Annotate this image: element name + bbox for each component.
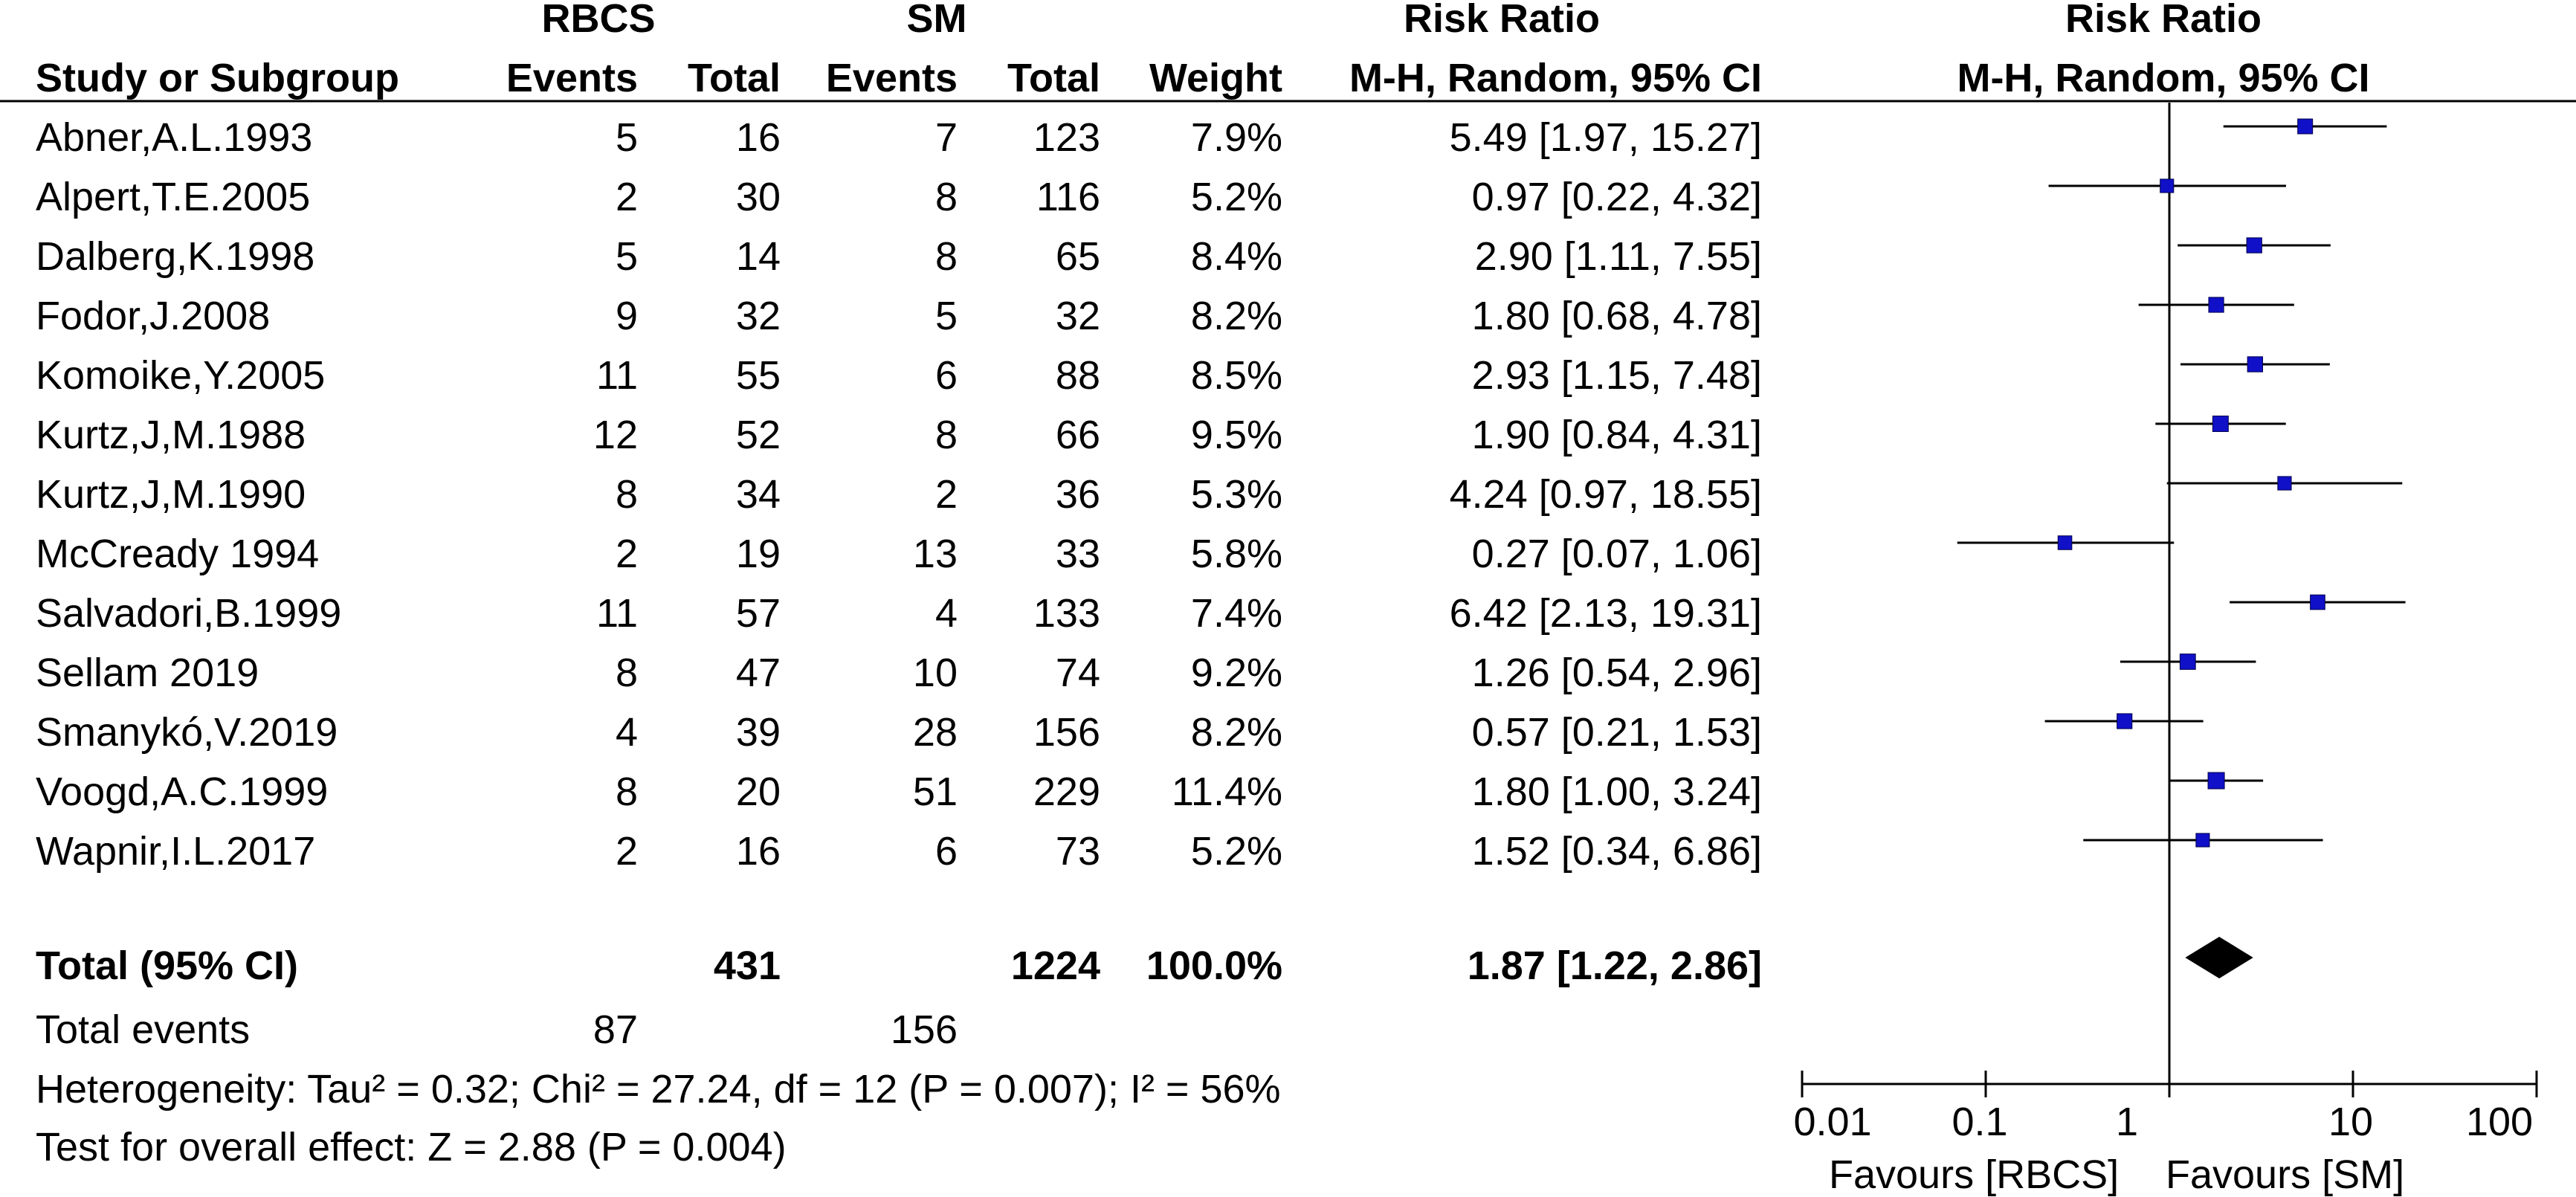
total1-column-header: Total (688, 56, 781, 100)
risk-ratio-plot-header: Risk Ratio (2065, 0, 2262, 41)
pooled-estimate-diamond (2185, 937, 2253, 978)
ci-value: 0.27 [0.07, 1.06] (1471, 532, 1762, 576)
weight-column-header: Weight (1149, 56, 1282, 100)
weight-value: 5.8% (1190, 532, 1282, 576)
total2-value: 116 (1036, 175, 1100, 219)
study-name: Fodor,J.2008 (36, 294, 271, 338)
total1-value: 34 (735, 472, 781, 517)
weight-value: 8.2% (1190, 710, 1282, 755)
total2-value: 66 (1055, 413, 1100, 457)
study-name: Komoike,Y.2005 (36, 353, 326, 398)
total2-value: 229 (1033, 770, 1100, 814)
axis-tick-label: 0.1 (1952, 1100, 2008, 1144)
total2-value: 65 (1055, 234, 1100, 279)
study-name: McCready 1994 (36, 532, 320, 576)
events2-value: 8 (934, 234, 958, 279)
study-column-header: Study or Subgroup (36, 56, 399, 100)
study-name: Alpert,T.E.2005 (36, 175, 311, 219)
total1-value: 39 (735, 710, 781, 755)
point-estimate-marker (2212, 416, 2228, 432)
axis-tick-label: 0.01 (1793, 1100, 1872, 1144)
study-name: Smanykó,V.2019 (36, 710, 338, 755)
group1-header: RBCS (541, 0, 656, 41)
total1-value: 47 (735, 651, 781, 695)
study-name: Sellam 2019 (36, 651, 259, 695)
plot-method-header: M-H, Random, 95% CI (1957, 56, 2370, 100)
total-events1: 87 (593, 1007, 638, 1052)
point-estimate-marker (2058, 536, 2072, 550)
risk-ratio-table-header: Risk Ratio (1403, 0, 1601, 41)
events2-value: 4 (934, 591, 958, 636)
events2-value: 10 (912, 651, 958, 695)
events2-value: 8 (934, 175, 958, 219)
total1-value: 57 (735, 591, 781, 636)
ci-value: 1.80 [1.00, 3.24] (1471, 770, 1762, 814)
total2-value: 123 (1033, 115, 1100, 160)
events1-value: 2 (615, 829, 638, 874)
total2-value: 36 (1055, 472, 1100, 517)
point-estimate-marker (2298, 119, 2313, 134)
favours-right-label: Favours [SM] (2166, 1152, 2405, 1197)
total2-column-header: Total (1007, 56, 1100, 100)
study-name: Salvadori,B.1999 (36, 591, 342, 636)
events1-value: 9 (615, 294, 638, 338)
total2-value: 32 (1055, 294, 1100, 338)
total1-sum: 431 (713, 943, 781, 988)
weight-value: 8.5% (1190, 353, 1282, 398)
total-weight: 100.0% (1146, 943, 1282, 988)
ci-value: 4.24 [0.97, 18.55] (1449, 472, 1762, 517)
events1-value: 5 (615, 115, 638, 160)
ci-value: 1.26 [0.54, 2.96] (1471, 651, 1762, 695)
total1-value: 32 (735, 294, 781, 338)
axis-tick-label: 1 (2115, 1100, 2139, 1144)
total2-value: 133 (1033, 591, 1100, 636)
total-events-label: Total events (36, 1007, 251, 1052)
total1-value: 20 (735, 770, 781, 814)
total1-value: 16 (735, 115, 781, 160)
events1-value: 8 (615, 651, 638, 695)
events1-value: 11 (595, 591, 638, 636)
total1-value: 30 (735, 175, 781, 219)
ci-value: 1.90 [0.84, 4.31] (1471, 413, 1762, 457)
ci-value: 0.57 [0.21, 1.53] (1471, 710, 1762, 755)
total2-sum: 1224 (1010, 943, 1100, 988)
heterogeneity-stats: Heterogeneity: Tau² = 0.32; Chi² = 27.24, df = 12 (P = 0.007); I² = 56% (36, 1067, 1281, 1112)
events1-value: 2 (615, 532, 638, 576)
ci-column-header: M-H, Random, 95% CI (1349, 56, 1762, 100)
total1-value: 14 (735, 234, 781, 279)
point-estimate-marker (2278, 477, 2291, 490)
weight-value: 7.4% (1190, 591, 1282, 636)
weight-value: 9.5% (1190, 413, 1282, 457)
group2-header: SM (906, 0, 967, 41)
events2-value: 5 (934, 294, 958, 338)
weight-value: 8.4% (1190, 234, 1282, 279)
point-estimate-marker (2247, 357, 2262, 372)
study-name: Abner,A.L.1993 (36, 115, 313, 160)
events1-column-header: Events (506, 56, 638, 100)
total2-value: 88 (1055, 353, 1100, 398)
weight-value: 5.2% (1190, 829, 1282, 874)
events2-value: 13 (912, 532, 958, 576)
weight-value: 11.4% (1171, 770, 1282, 814)
events2-value: 51 (912, 770, 958, 814)
events1-value: 4 (615, 710, 638, 755)
events1-value: 8 (615, 770, 638, 814)
weight-value: 8.2% (1190, 294, 1282, 338)
events1-value: 12 (593, 413, 638, 457)
ci-value: 6.42 [2.13, 19.31] (1449, 591, 1762, 636)
weight-value: 5.3% (1190, 472, 1282, 517)
study-name: Wapnir,I.L.2017 (36, 829, 316, 874)
total-ci: 1.87 [1.22, 2.86] (1467, 943, 1762, 988)
axis-tick-label: 10 (2328, 1100, 2374, 1144)
favours-left-label: Favours [RBCS] (1829, 1152, 2120, 1197)
total2-value: 33 (1055, 532, 1100, 576)
total1-value: 16 (735, 829, 781, 874)
weight-value: 7.9% (1190, 115, 1282, 160)
ci-value: 0.97 [0.22, 4.32] (1471, 175, 1762, 219)
ci-value: 2.93 [1.15, 7.48] (1471, 353, 1762, 398)
axis-tick-label: 100 (2465, 1100, 2534, 1144)
point-estimate-marker (2247, 238, 2262, 253)
point-estimate-marker (2117, 714, 2132, 729)
total2-value: 73 (1055, 829, 1100, 874)
study-name: Kurtz,J,M.1990 (36, 472, 306, 517)
events2-value: 2 (934, 472, 958, 517)
events2-value: 6 (934, 353, 958, 398)
point-estimate-marker (2209, 297, 2224, 312)
point-estimate-marker (2180, 654, 2195, 670)
point-estimate-marker (2196, 833, 2209, 847)
total-label: Total (95% CI) (36, 943, 299, 988)
events1-value: 2 (615, 175, 638, 219)
point-estimate-marker (2311, 595, 2325, 610)
events2-value: 6 (934, 829, 958, 874)
events2-value: 28 (912, 710, 958, 755)
total2-value: 74 (1055, 651, 1100, 695)
study-name: Kurtz,J,M.1988 (36, 413, 306, 457)
point-estimate-marker (2208, 772, 2224, 789)
weight-value: 9.2% (1190, 651, 1282, 695)
ci-value: 5.49 [1.97, 15.27] (1449, 115, 1762, 160)
events1-value: 8 (615, 472, 638, 517)
events2-column-header: Events (825, 56, 958, 100)
total2-value: 156 (1033, 710, 1100, 755)
total-events2: 156 (890, 1007, 958, 1052)
events2-value: 8 (934, 413, 958, 457)
total1-value: 19 (735, 532, 781, 576)
total1-value: 55 (735, 353, 781, 398)
events1-value: 11 (595, 353, 638, 398)
ci-value: 1.52 [0.34, 6.86] (1471, 829, 1762, 874)
ci-value: 2.90 [1.11, 7.55] (1474, 234, 1762, 279)
point-estimate-marker (2160, 179, 2174, 193)
study-name: Dalberg,K.1998 (36, 234, 315, 279)
total1-value: 52 (735, 413, 781, 457)
overall-effect-test: Test for overall effect: Z = 2.88 (P = 0.004) (36, 1125, 787, 1169)
study-name: Voogd,A.C.1999 (36, 770, 329, 814)
weight-value: 5.2% (1190, 175, 1282, 219)
ci-value: 1.80 [0.68, 4.78] (1471, 294, 1762, 338)
events2-value: 7 (934, 115, 958, 160)
events1-value: 5 (615, 234, 638, 279)
